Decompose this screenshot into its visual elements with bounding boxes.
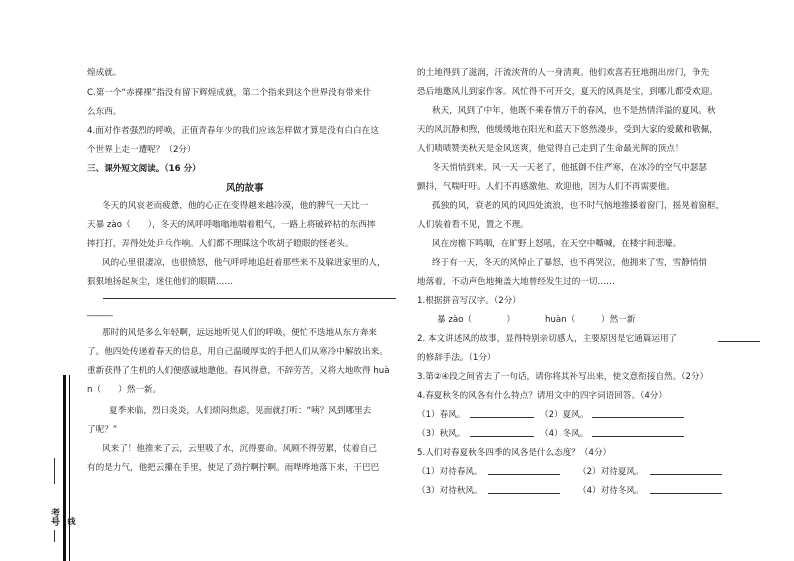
answer-line <box>592 436 684 437</box>
answer-line <box>650 493 722 494</box>
exam-number-label: 考号 <box>49 508 59 526</box>
section-heading: 三、课外短文阅读。（16 分） <box>87 164 201 174</box>
attitude-spring-label: （1）对待春风。 <box>417 467 483 477</box>
answer-line <box>718 341 760 342</box>
paragraph-line: 冬天的风哀老而疲惫，他的心正在变得越来越冷漠，他的脾气一天比一 <box>102 201 369 211</box>
text-line: C.第一个“赤裸裸”指没有留下辉煌成就，第二个指来到这个世界没有带来什 <box>87 88 372 98</box>
attitude-summer-label: （2）对待夏风。 <box>578 467 644 477</box>
question-4: 4.面对作者强烈的呼唤，正值青春年少的我们应该怎样做才算是没有白白在这 <box>87 126 379 136</box>
question-5: 5.人们对春夏秋冬四季的风各是什么态度？（4分） <box>417 448 612 458</box>
question-3: 3.第②④段之间省去了一句话，请你将其补写出来，使文意衔接自然。（2分） <box>417 372 709 382</box>
paragraph-line: 夏季来临，烈日炎炎，人们烦闷焦虑，见面就打听：“咦？风到哪里去 <box>109 406 372 416</box>
answer-line <box>488 493 560 494</box>
paragraph-line: 地落着，不动声色地掩盖大地曾经发生过的一切…… <box>417 277 615 287</box>
paragraph-line: 孤独的风，衰老的风的风四处流浪，也不时气恼地推搡着窗门，摇晃着窗框， <box>432 201 725 211</box>
pinyin-items: 暴 zào（ ） huàn（ ）然一新 <box>437 315 636 325</box>
passage-title: 风的故事 <box>226 183 264 194</box>
paragraph-line: 的土地得到了滋润，汗流浃背的人一身清爽。他们欢喜若狂地拥出房门，争先 <box>417 68 710 78</box>
binding-rule <box>69 375 70 561</box>
answer-line <box>592 417 684 418</box>
paragraph-line: 秋天，风到了中年，他既不乘春情万千的春风，也不是热情洋溢的夏风。秋 <box>432 106 716 116</box>
paragraph-line: 人们啧啧赞美秋天是金风送爽，他觉得自己走到了生命最光辉的顶点！ <box>417 144 684 154</box>
answer-line <box>103 298 396 299</box>
binding-bar <box>63 375 66 561</box>
paragraph-line: 了。他四处传递着春天的信息，用自己温暖厚实的手把人们从寒冷中解放出来。 <box>87 347 388 357</box>
question-1: 1.根据拼音写汉字。（2分） <box>417 296 521 306</box>
answer-spring-label: （1）春风。 <box>417 410 466 420</box>
exam-number-line-2 <box>54 530 55 542</box>
paragraph-line: 风的心里很凄凉，也很愤怒，他气呼呼地追赶着那些来不及躲进家里的人， <box>102 258 386 268</box>
answer-line <box>470 436 534 437</box>
answer-blank: ______ <box>87 307 113 317</box>
paragraph-line: 摔打打，弄得处处乒乓作响。人们都不理睬这个吹胡子瞪眼的怪老头。 <box>87 239 354 249</box>
text-line: 么东西。 <box>87 107 122 117</box>
answer-autumn-label: （3）秋风。 <box>417 429 466 439</box>
exam-number-line <box>54 458 55 484</box>
paragraph-line: 重新获得了生机的人们便感诚地邀他。春风得意，不辞劳苦，又将大地吹得 huà <box>87 366 390 376</box>
paragraph-line: 终于有一天，冬天的风悼止了暴怒，也不再哭泣，他拥来了雪，雪静悄悄 <box>432 258 708 268</box>
answer-winter-label: （4）冬风。 <box>540 429 589 439</box>
paragraph-line: 风在房檐下鸣咽，在旷野上怒吼，在天空中嘶喊，在楼宇间悲嚎。 <box>432 239 682 249</box>
text-line: 个世界上走一遭呢？（2分） <box>87 145 196 155</box>
paragraph-line: 风来了！他推来了云，云里吸了水，沉得要命。风顾不得劳累，仗着自己 <box>102 444 378 454</box>
cut-line-char: 线 <box>67 517 76 525</box>
attitude-winter-label: （4）对待冬风。 <box>578 486 644 496</box>
paragraph-line: 冬天悄悄到来，风一天一天老了，他抵御不住严寒，在冰冷的空气中瑟瑟 <box>432 163 708 173</box>
paragraph-line: 了呢？” <box>87 425 118 435</box>
paragraph-line: 狠狠地扬起灰尘，迷住他们的眼睛…… <box>87 277 234 287</box>
paragraph-line: 天的风沉静和煦，他缓缓地在阳光和蓝天下悠然漫步，受到大家的爱戴和敬佩， <box>417 125 718 135</box>
answer-line <box>488 474 560 475</box>
answer-line <box>470 417 534 418</box>
paragraph-line: 有的是力气，他把云攥在手里，使足了劲拧啊拧啊。雨哗哗地落下来，干巴巴 <box>87 463 380 473</box>
paragraph-line: n（ ）然一新。 <box>87 385 162 395</box>
question-4: 4.春夏秋冬的风各有什么特点？请用文中的四字词语回答。（4分） <box>417 391 667 401</box>
paragraph-line: 天暴 zào（ ），冬天的风呼呼嗡嗡地喘着粗气，一路上将破碎枯的东西摔 <box>87 220 376 230</box>
paragraph-line: 那时的风是多么年轻啊，远远地听见人们的呼唤，便忙不迭地从东方奔来 <box>102 328 378 338</box>
paragraph-line: 人们装着看不见，置之不理。 <box>417 220 529 230</box>
answer-summer-label: （2）夏风。 <box>540 410 589 420</box>
text-line: 煌成就。 <box>87 68 122 78</box>
answer-line <box>650 474 722 475</box>
paragraph-line: 恐后地邀风儿到家作客。风忙得不可开交，夏天的风真是宝，到哪儿都受欢迎。 <box>417 87 718 97</box>
paragraph-line: 颤抖，气喘吁吁。人们不再感激他、欢迎他，因为人们不再需要他。 <box>417 182 675 192</box>
attitude-autumn-label: （3）对待秋风。 <box>417 486 483 496</box>
question-2: 2. 本文讲述风的故事，显得特别亲切感人，主要原因是它通篇运用了 <box>417 334 678 344</box>
question-2-cont: 的修辞手法。（1分） <box>417 353 496 363</box>
